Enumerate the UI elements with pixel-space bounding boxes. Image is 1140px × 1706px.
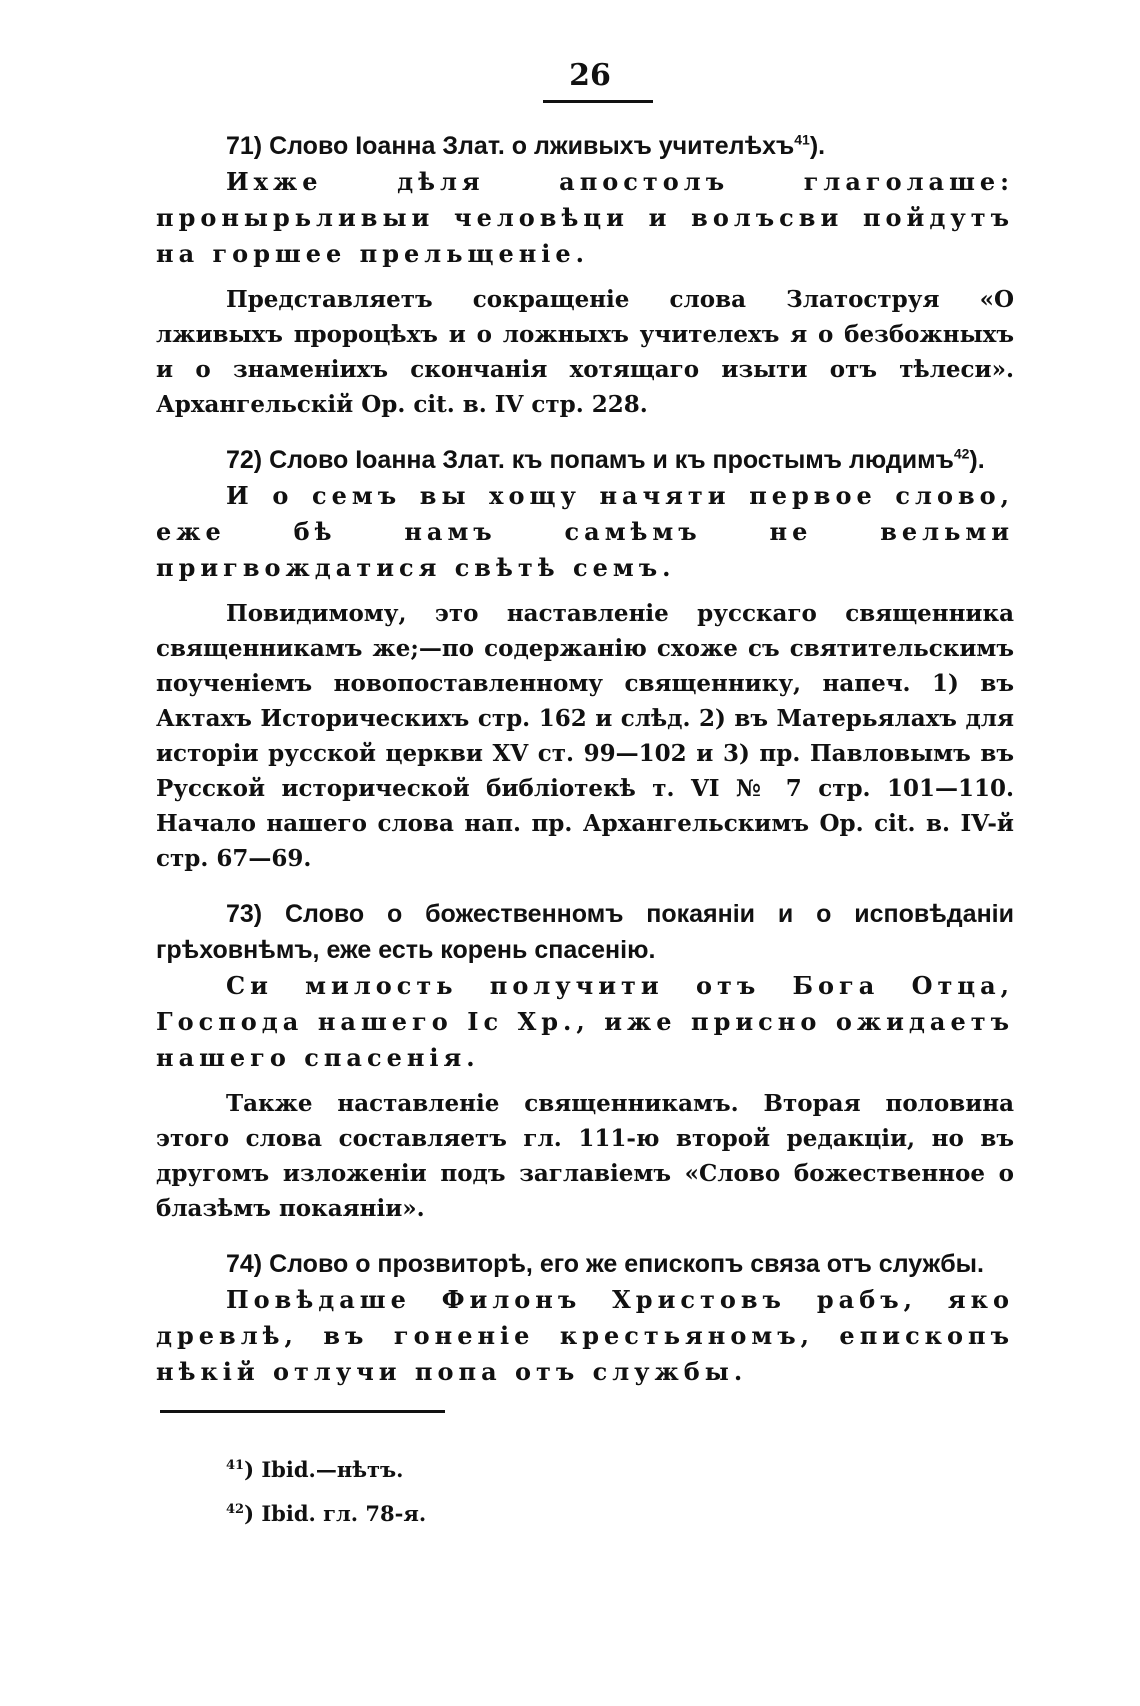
entry-comment: Представляетъ сокращеніе слова Златоструя «О лживыхъ пророцѣхъ и о ложныхъ учителехъ я о безбожныхъ и о знаменіихъ скончанія хотящаго изыти отъ тѣлеси». Архангельскій Op. cit. в. IV стр. 228.	[156, 286, 1014, 418]
entry-quote: Си милость получити отъ Бога Отца, Господа нашего Іс Хр., иже присно ожидаетъ нашего спасенія.	[156, 971, 1014, 1072]
entry-comment: Повидимому, это наставленіе русскаго священника священникамъ же;—по содержанію схоже съ святительскимъ поученіемъ новопоставленному священнику, напеч. 1) въ Актахъ Историческихъ стр. 162 и слѣд. 2) въ Матерьялахъ для исторіи русской церкви XV ст. 99—102 и 3) пр. Павловымъ въ Русской исторической библіотекѣ т. VI № 7 стр. 101—110. Начало нашего слова нап. пр. Архангельскимъ Op. cit. в. IV-й стр. 67—69.	[156, 600, 1014, 872]
main-text	[156, 128, 1014, 1410]
footnote-text: ) Ibid.—нѣтъ.	[244, 1457, 404, 1482]
footnotes	[226, 1448, 926, 1536]
entry-quote: И о семъ вы хощу начяти первое слово, еже бѣ намъ самѣмъ не вельми пригвождатися свѣтѣ семъ.	[156, 481, 1014, 582]
footnote-text: ) Ibid. гл. 78-я.	[244, 1501, 427, 1526]
entry-74	[156, 1246, 1014, 1390]
entry-comment: Также наставленіе священникамъ. Вторая половина этого слова составляетъ гл. 111-ю второй редакціи, но въ другомъ изложеніи подъ заглавіемъ «Слово божественное о блазѣмъ покаяніи».	[156, 1090, 1014, 1222]
footnote	[226, 1492, 926, 1536]
footnote-ref: 42	[953, 445, 970, 462]
page-number: 26	[569, 58, 611, 93]
entry-71	[156, 128, 1014, 422]
footnote-divider	[160, 1410, 445, 1413]
entry-heading: 74) Слово о прозвиторѣ, его же епископъ связа отъ службы.	[226, 1250, 984, 1278]
footnote-number: 41	[226, 1458, 245, 1473]
entry-72	[156, 442, 1014, 876]
entry-quote: Повѣдаше Филонъ Христовъ рабъ, яко древлѣ, въ гоненіе крестьяномъ, епископъ нѣкій отлучи попа отъ службы.	[156, 1285, 1014, 1386]
entry-73	[156, 896, 1014, 1226]
page-number-underline	[543, 100, 653, 103]
footnote-ref: 41	[794, 131, 810, 148]
entry-quote: Ихже дѣля апостолъ глаголаше: пронырьливыи человѣци и волъсви пойдутъ на горшее прельщеніе.	[156, 167, 1014, 268]
entry-heading: 71) Слово Іоанна Злат. о лживыхъ учителѣхъ$^{41}$).	[226, 131, 826, 160]
entry-heading: 73) Слово о божественномъ покаяніи и о исповѣданіи грѣховнѣмъ, еже есть корень спасенію.	[156, 900, 1014, 964]
footnote-number: 42	[226, 1502, 245, 1517]
footnote	[226, 1448, 926, 1492]
entry-heading: 72) Слово Іоанна Злат. къ попамъ и къ простымъ людимъ$^{42}$).	[226, 445, 985, 474]
